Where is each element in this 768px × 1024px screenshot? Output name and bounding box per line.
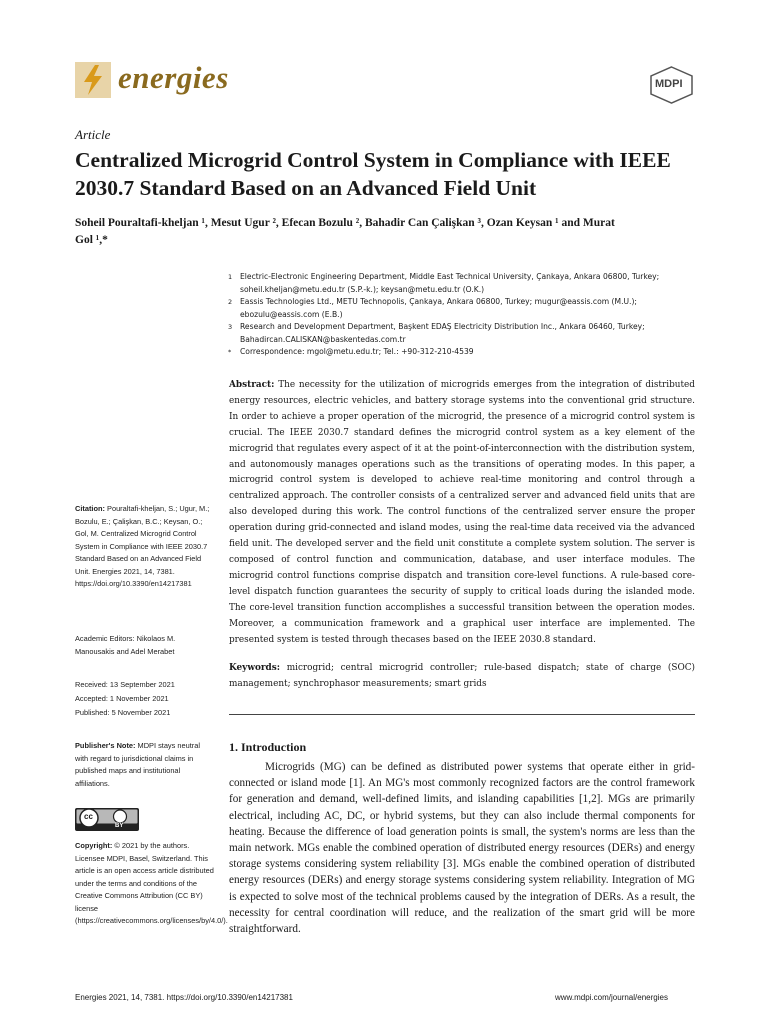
copyright-block bbox=[75, 840, 228, 928]
cc-by-label: BY bbox=[115, 823, 124, 829]
citation-block bbox=[75, 503, 215, 591]
keywords-label: Keywords: bbox=[229, 663, 281, 673]
footer-journal-url[interactable]: www.mdpi.com/journal/energies bbox=[555, 993, 668, 1002]
accepted-date: Accepted: 1 November 2021 bbox=[75, 694, 169, 703]
publisher-note-label: Publisher's Note: bbox=[75, 741, 136, 750]
publisher-name: MDPI bbox=[655, 78, 683, 90]
copyright-text: © 2021 by the authors. Licensee MDPI, Basel, Switzerland. This article is an open access article distributed under the terms and conditions of the Creative Commons Attribution (CC BY) license (https://creativecommons.org/licenses/by/4.0/). bbox=[75, 841, 228, 925]
abstract bbox=[229, 378, 695, 648]
affiliation-text: Electric-Electronic Engineering Department, Middle East Technical University, Çankaya, Ankara 06800, Turkey; soheil.kheljan@metu.edu.tr (S.P.-k.); keysan@metu.edu.tr (O.K.) bbox=[240, 272, 660, 294]
cc-text: cc bbox=[84, 812, 93, 821]
received-date: Received: 13 September 2021 bbox=[75, 680, 175, 689]
author-list: Soheil Pouraltafi-kheljan ¹, Mesut Ugur ², Efecan Bozulu ², Bahadir Can Çalişkan ³, Ozan Keysan ¹ and Murat Gol ¹,* bbox=[75, 217, 615, 246]
abstract-text: The necessity for the utilization of microgrids emerges from the integration of distributed energy resources, electric vehicles, and battery storage systems into the conventional grid structure. In order to achieve a proper operation of the microgrid, the presence of a microgrid control system is crucial. The IEEE 2030.7 standard defines the microgrid control system as a key element of the microgrid that regulates every aspect of it at the point-of-interconnection with the distribution system, and autonomously manages operations such as the transitions of operating modes. In this paper, a microgrid control system is developed to achieve real-time monitoring and control through a centralized approach. The controller consists of a centralized server and advanced field units that are also developed during this work. The control functions of the centralized server ensure the proper operation during grid-connected and island modes, using the real-time data received via the advanced field unit. The developed server and the field unit constitute a complete system solution. The server is composed of control function and communication, database, and user interface modules. The microgrid control functions comprise dispatch and transition core-level functions. A rule-based core-level dispatch function guarantees the security of supply to critical loads during the islanded mode. The core-level transition function accomplishes a successful transition between the operation modes. Moreover, a communication framework and a graphical user interface are implemented. The presented system is tested through thecases based on the IEEE 2030.8 standard. bbox=[229, 380, 695, 645]
copyright-label: Copyright: bbox=[75, 841, 113, 850]
section-heading-introduction: 1. Introduction bbox=[229, 740, 307, 754]
affiliation-list bbox=[228, 271, 698, 359]
affiliation-text: Research and Development Department, Başkent EDAŞ Electricity Distribution Inc., Ankara 06460, Turkey; Bahadircan.CALISKAN@baskentedas.com.tr bbox=[240, 322, 645, 344]
footer-citation[interactable]: Energies 2021, 14, 7381. https://doi.org/10.3390/en14217381 bbox=[75, 993, 293, 1002]
citation-label: Citation: bbox=[75, 504, 105, 513]
academic-editors: Academic Editors: Nikolaos M. Manousakis and Adel Merabet bbox=[75, 634, 176, 656]
keywords-text: microgrid; central microgrid controller; rule-based dispatch; state of charge (SOC) management; synchrophasor measurements; smart grids bbox=[229, 663, 695, 689]
affiliation-number: 2 bbox=[228, 298, 233, 306]
affiliation-number: * bbox=[228, 348, 232, 356]
introduction-paragraph: Microgrids (MG) can be defined as distributed power systems that operate either in grid-connected or island mode [1]. An MG's most commonly recognized factors are the control framework for generation and demand, well-defined limits, and islanding capabilities [1,2]. MGs are primarily electrical, including AC, DC, or hybrid systems, but they can also include thermal components for heating. Because the difference of load generation points is small, the system's norms are less than the main network. MGs enable the combined operation of distributed energy resources (DERs) and energy storage systems considering system reliability [3]. MGs enable the combined operation of distributed energy resources (DERs) and energy storage systems considering system reliability. Integration of MG is expected to solve most of the technical problems caused by the integration of DERs. As a result, the necessity for central coordination will reduce, and the realization of the smart grid will be more straightforward. bbox=[229, 761, 695, 936]
correspondence bbox=[228, 346, 698, 359]
journal-logo bbox=[75, 62, 111, 98]
affiliation-text: Correspondence: mgol@metu.edu.tr; Tel.: +90-312-210-4539 bbox=[240, 347, 474, 356]
cc-by-license-badge[interactable] bbox=[75, 808, 139, 831]
affiliation-number: 1 bbox=[228, 273, 233, 281]
section-divider bbox=[229, 714, 695, 715]
affiliation-number: 3 bbox=[228, 323, 233, 331]
keywords bbox=[229, 661, 695, 693]
published-date: Published: 5 November 2021 bbox=[75, 708, 171, 717]
lightning-bolt-icon bbox=[75, 62, 111, 98]
article-type: Article bbox=[75, 127, 111, 142]
mdpi-logo[interactable] bbox=[649, 66, 694, 104]
journal-name[interactable]: energies bbox=[118, 60, 229, 95]
affiliation-3 bbox=[228, 321, 698, 346]
citation-text[interactable]: Pouraltafi-kheljan, S.; Ugur, M.; Bozulu, E.; Çalişkan, B.C.; Keysan, O.; Gol, M. Centralized Microgrid Control System in Compliance with IEEE 2030.7 Standard Based on an Advanced Field Unit. Energies 2021, 14, 7381. https://doi.org/10.3390/en14217381 bbox=[75, 504, 210, 588]
article-title: Centralized Microgrid Control System in Compliance with IEEE 2030.7 Standard Based on an Advanced Field Unit bbox=[75, 148, 671, 200]
publisher-note bbox=[75, 740, 215, 790]
affiliation-1 bbox=[228, 271, 698, 296]
publisher-note-text: MDPI stays neutral with regard to jurisdictional claims in published maps and institutional affiliations. bbox=[75, 741, 200, 788]
affiliation-text: Eassis Technologies Ltd., METU Technopolis, Çankaya, Ankara 06800, Turkey; mugur@eassis.com (M.U.); ebozulu@eassis.com (E.B.) bbox=[240, 297, 637, 319]
affiliation-2 bbox=[228, 296, 698, 321]
abstract-label: Abstract: bbox=[229, 380, 275, 390]
